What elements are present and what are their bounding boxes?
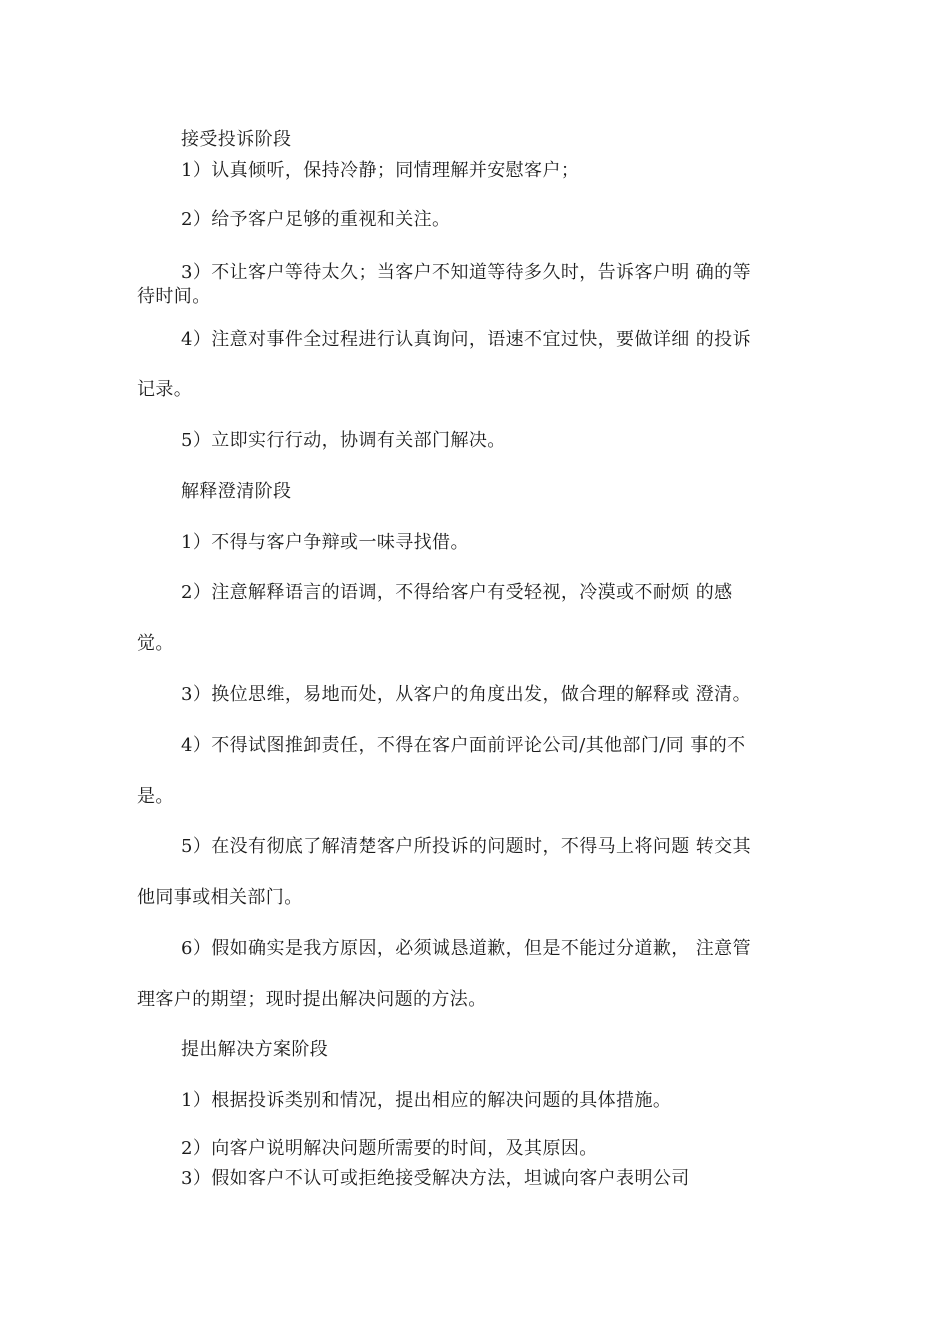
paragraph-line: 他同事或相关部门。 <box>137 887 303 908</box>
paragraph-line: 2）给予客户足够的重视和关注。 <box>181 209 451 230</box>
paragraph-line: 觉。 <box>137 633 174 654</box>
paragraph-line: 待时间。 <box>137 286 211 307</box>
paragraph-line: 4）注意对事件全过程进行认真询问，语速不宜过快，要做详细 的投诉 <box>181 329 751 350</box>
paragraph-line: 3）假如客户不认可或拒绝接受解决方法，坦诚向客户表明公司 <box>181 1168 690 1189</box>
paragraph-line: 3）换位思维，易地而处，从客户的角度出发，做合理的解释或 澄清。 <box>181 684 751 705</box>
paragraph-line: 1）不得与客户争辩或一味寻找借。 <box>181 532 469 553</box>
paragraph-line: 理客户的期望；现时提出解决问题的方法。 <box>137 989 487 1010</box>
paragraph-line: 6）假如确实是我方原因，必须诚恳道歉，但是不能过分道歉， 注意管 <box>181 938 751 959</box>
section-heading-propose-solution: 提出解决方案阶段 <box>181 1039 329 1060</box>
paragraph-line: 1）认真倾听，保持冷静；同情理解并安慰客户； <box>181 160 580 181</box>
paragraph-line: 5）在没有彻底了解清楚客户所投诉的问题时，不得马上将问题 转交其 <box>181 836 751 857</box>
paragraph-line: 2）注意解释语言的语调，不得给客户有受轻视，冷漠或不耐烦 的感 <box>181 582 733 603</box>
paragraph-line: 3）不让客户等待太久；当客户不知道等待多久时，告诉客户明 确的等 <box>181 262 751 283</box>
paragraph-line: 是。 <box>137 786 174 807</box>
paragraph-line: 2）向客户说明解决问题所需要的时间，及其原因。 <box>181 1138 598 1159</box>
paragraph-line: 5）立即实行行动，协调有关部门解决。 <box>181 430 506 451</box>
paragraph-line: 记录。 <box>137 379 193 400</box>
paragraph-line: 4）不得试图推卸责任，不得在客户面前评论公司/其他部门/同 事的不 <box>181 735 746 756</box>
section-heading-accept-complaint: 接受投诉阶段 <box>181 129 292 150</box>
section-heading-explain-clarify: 解释澄清阶段 <box>181 481 292 502</box>
paragraph-line: 1）根据投诉类别和情况，提出相应的解决问题的具体措施。 <box>181 1090 672 1111</box>
